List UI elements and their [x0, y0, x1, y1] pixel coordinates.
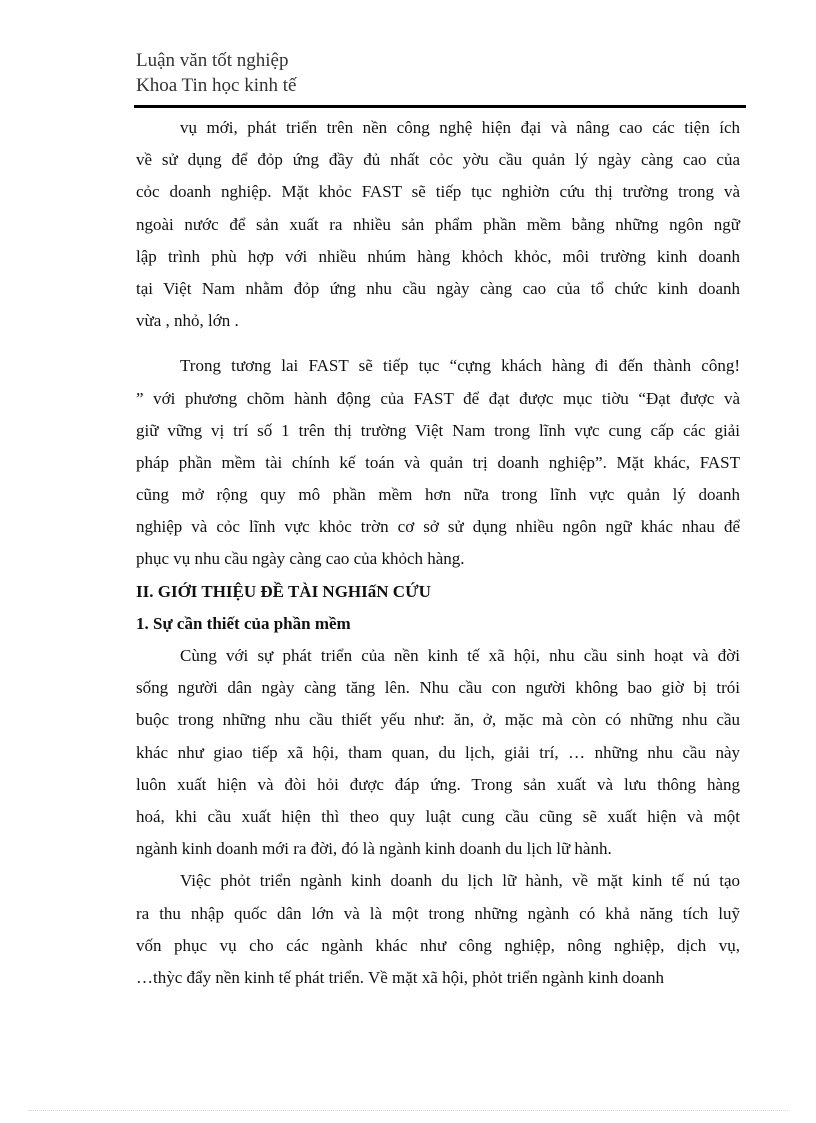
header-faculty: Khoa Tin học kinh tế — [136, 75, 297, 96]
text-line: ngành kinh doanh mới ra đời, đó là ngành kinh doanh du lịch lữ hành. — [136, 839, 612, 859]
text-line: giữ vững vị trí số 1 trên thị trường Việt Nam trong lĩnh vực cung cấp các giải — [136, 420, 740, 440]
text-line: buộc trong những nhu cầu thiết yếu như: ăn, ở, mặc mà còn có những nhu cầu — [136, 710, 740, 730]
text-line: ” với phương chõm hành động của FAST để đạt được mục tiờu “Đạt được và — [136, 388, 740, 408]
text-line: nghiệp và cỏc lĩnh vực khỏc trờn cơ sở sử dụng nhiều ngôn ngữ khác nhau để — [136, 517, 740, 537]
text-line: ngoài nước để sản xuất ra nhiều sản phẩm phần mềm bằng những ngôn ngữ — [136, 214, 740, 234]
text-line: Trong tương lai FAST sẽ tiếp tục “cựng khách hàng đi đến thành công! — [180, 356, 740, 376]
text-line: vừa , nhỏ, lớn . — [136, 311, 239, 331]
text-line: …thỳc đẩy nền kinh tế phát triển. Về mặt xã hội, phỏt triển ngành kinh doanh — [136, 967, 664, 987]
document-body — [136, 112, 740, 994]
text-line: vụ mới, phát triển trên nền công nghệ hiện đại và nâng cao các tiện ích — [180, 118, 740, 137]
text-line: cũng mở rộng quy mô phần mềm hơn nữa trong lĩnh vực quản lý doanh — [136, 485, 740, 505]
text-line: Việc phỏt triển ngành kinh doanh du lịch lữ hành, về mặt kinh tế nú tạo — [180, 871, 740, 891]
page-header — [136, 48, 296, 98]
paragraph-2 — [136, 350, 740, 575]
section-heading: II. GIỚI THIỆU ĐỀ TÀI NGHIấN CỨU — [136, 581, 431, 601]
subsection-heading: 1. Sự cần thiết của phần mềm — [136, 613, 351, 633]
text-line: vốn phục vụ cho các ngành khác như công nghiệp, nông nghiệp, dịch vụ, — [136, 935, 740, 955]
text-line: Cùng với sự phát triển của nền kinh tế xã hội, nhu cầu sinh hoạt và đời — [180, 646, 740, 665]
header-rule — [134, 105, 746, 108]
paragraph-4 — [136, 865, 740, 994]
text-line: lập trình phù hợp với nhiều nhúm hàng khỏch khỏc, môi trường kinh doanh — [136, 246, 740, 266]
text-line: khác như giao tiếp xã hội, tham quan, du lịch, giải trí, … những nhu cầu này — [136, 742, 740, 762]
header-thesis-title: Luận văn tốt nghiệp — [136, 50, 289, 71]
text-line: hoá, khi cầu xuất hiện thì theo quy luật cung cầu cũng sẽ xuất hiện và một — [136, 806, 740, 826]
text-line: về sử dụng để đỏp ứng đầy đủ nhất cỏc yờu cầu quản lý ngày càng cao của — [136, 150, 740, 170]
paragraph-3 — [136, 640, 740, 865]
text-line: phục vụ nhu cầu ngày càng cao của khỏch hàng. — [136, 549, 465, 569]
text-line: sống người dân ngày càng tăng lên. Nhu cầu con người không bao giờ bị trói — [136, 678, 740, 698]
text-line: cỏc doanh nghiệp. Mặt khỏc FAST sẽ tiếp tục nghiờn cứu thị trường trong và — [136, 182, 740, 202]
page-bottom-border — [28, 1110, 788, 1111]
paragraph-gap — [136, 337, 740, 350]
text-line: pháp phần mềm tài chính kế toán và quản trị doanh nghiệp”. Mặt khác, FAST — [136, 452, 740, 472]
text-line: tại Việt Nam nhằm đỏp ứng nhu cầu ngày càng cao của tổ chức kinh doanh — [136, 278, 740, 298]
text-line: luôn xuất hiện và đòi hỏi được đáp ứng. Trong sản xuất và lưu thông hàng — [136, 774, 740, 794]
paragraph-1 — [136, 112, 740, 337]
text-line: ra thu nhập quốc dân lớn và là một trong những ngành có khả năng tích luỹ — [136, 903, 740, 923]
